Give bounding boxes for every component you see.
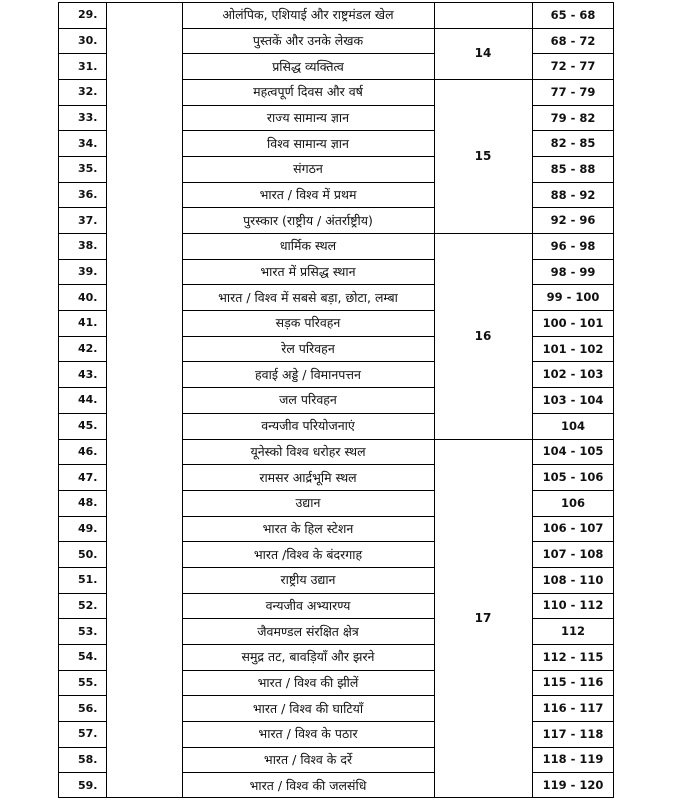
chapter-number: 41. <box>78 316 98 330</box>
chapter-number: 54. <box>78 650 98 664</box>
chapter-number: 43. <box>78 367 98 381</box>
chapter-number: 56. <box>78 701 98 715</box>
page-range: 92 - 96 <box>550 213 596 228</box>
page-range: 118 - 119 <box>542 752 604 767</box>
page-range: 96 - 98 <box>550 238 596 253</box>
chapter-title: यूनेस्को विश्व धरोहर स्थल <box>250 443 366 459</box>
chapter-number: 49. <box>78 521 98 535</box>
group-number: 15 <box>474 149 492 164</box>
page-range: 104 <box>560 418 585 433</box>
chapter-title: भारत / विश्व के पठार <box>258 726 358 742</box>
chapter-number: 39. <box>78 265 98 279</box>
page-range: 104 - 105 <box>542 444 604 459</box>
chapter-number: 32. <box>78 85 98 99</box>
chapter-title: राष्ट्रीय उद्यान <box>280 572 336 588</box>
page-range: 106 - 107 <box>542 521 604 536</box>
page-range: 82 - 85 <box>550 136 596 151</box>
page-range: 105 - 106 <box>542 470 604 485</box>
page-range: 85 - 88 <box>550 161 596 176</box>
chapter-number: 31. <box>78 59 98 73</box>
chapter-number: 55. <box>78 675 98 689</box>
page-range: 107 - 108 <box>542 547 604 562</box>
page-range: 77 - 79 <box>550 84 596 99</box>
chapter-title: उद्यान <box>295 495 321 511</box>
group-number: 16 <box>474 328 492 343</box>
chapter-title: जैवमण्डल संरक्षित क्षेत्र <box>257 623 359 639</box>
chapter-title: समुद्र तट, बावड़ियाँ और झरने <box>241 649 375 665</box>
chapter-title: भारत / विश्व की जलसंधि <box>249 777 367 793</box>
page-range: 108 - 110 <box>542 572 604 587</box>
chapter-title: भारत / विश्व में प्रथम <box>259 187 357 203</box>
chapter-number: 51. <box>78 573 98 587</box>
chapter-title: भारत /विश्व के बंदरगाह <box>253 546 363 562</box>
chapter-title: राज्य सामान्य ज्ञान <box>266 110 350 126</box>
chapter-title: भारत / विश्व में सबसे बड़ा, छोटा, लम्बा <box>218 289 398 305</box>
chapter-number: 30. <box>78 34 98 47</box>
chapter-title: वन्यजीव परियोजनाएं <box>261 418 355 434</box>
chapter-title: रेल परिवहन <box>281 341 335 357</box>
chapter-title: रामसर आर्द्रभूमि स्थल <box>259 469 357 485</box>
chapter-title: भारत में प्रसिद्ध स्थान <box>260 264 356 280</box>
page-range: 117 - 118 <box>542 726 604 741</box>
chapter-title: संगठन <box>293 161 323 177</box>
chapter-number: 42. <box>78 342 98 356</box>
page-range: 110 - 112 <box>542 598 604 613</box>
chapter-number: 35. <box>78 162 98 176</box>
chapter-number: 53. <box>78 624 98 638</box>
group-number: 17 <box>474 611 492 626</box>
chapter-number: 46. <box>78 444 98 458</box>
chapter-number: 50. <box>78 547 98 561</box>
page-range: 102 - 103 <box>542 367 604 382</box>
chapter-number: 38. <box>78 239 98 253</box>
page-range: 88 - 92 <box>550 187 596 202</box>
page-range: 68 - 72 <box>550 33 596 48</box>
chapter-number: 36. <box>78 188 98 202</box>
chapter-number: 59. <box>78 778 98 792</box>
chapter-number: 52. <box>78 598 98 612</box>
chapter-title: ओलंपिक, एशियाई और राष्ट्रमंडल खेल <box>222 7 394 23</box>
page-range: 79 - 82 <box>550 110 596 125</box>
chapter-number: 33. <box>78 111 98 125</box>
page-range: 101 - 102 <box>542 341 604 356</box>
chapter-number: 45. <box>78 419 98 433</box>
page-range: 112 <box>560 624 585 639</box>
chapter-title: भारत / विश्व की झीलें <box>257 674 359 690</box>
chapter-title: वन्यजीव अभ्यारण्य <box>265 597 351 613</box>
group-number: 14 <box>474 46 492 61</box>
chapter-number: 58. <box>78 752 98 766</box>
page-range: 119 - 120 <box>542 778 604 793</box>
page-range: 112 - 115 <box>542 649 604 664</box>
chapter-title: भारत के हिल स्टेशन <box>262 520 354 536</box>
chapter-title: हवाई अड्डे / विमानपत्तन <box>255 366 361 382</box>
page-range: 115 - 116 <box>542 675 604 690</box>
group-number <box>434 2 532 28</box>
chapter-number: 44. <box>78 393 98 407</box>
chapter-number: 40. <box>78 290 98 304</box>
chapter-title: पुरस्कार (राष्ट्रीय / अंतर्राष्ट्रीय) <box>243 212 373 228</box>
chapter-title: जल परिवहन <box>279 392 337 408</box>
chapter-number: 37. <box>78 213 98 227</box>
page-range: 65 - 68 <box>550 7 596 22</box>
chapter-title: भारत / विश्व के दर्रे <box>263 751 353 767</box>
page-range: 103 - 104 <box>542 392 604 407</box>
chapter-number: 57. <box>78 727 98 741</box>
chapter-title: पुस्तकें और उनके लेखक <box>252 33 364 48</box>
page-range: 98 - 99 <box>550 264 596 279</box>
chapter-title: प्रसिद्ध व्यक्तित्व <box>272 58 344 74</box>
chapter-number: 48. <box>78 496 98 510</box>
chapter-title: भारत / विश्व की घाटियाँ <box>252 700 364 716</box>
chapter-number: 47. <box>78 470 98 484</box>
page-range: 99 - 100 <box>546 290 600 305</box>
chapter-title: धार्मिक स्थल <box>279 238 337 254</box>
chapter-number: 34. <box>78 136 98 150</box>
page-range: 116 - 117 <box>542 701 604 716</box>
chapter-title: महत्वपूर्ण दिवस और वर्ष <box>253 84 363 100</box>
page-range: 106 <box>560 495 585 510</box>
contents-table <box>58 2 614 798</box>
chapter-number: 29. <box>78 8 98 22</box>
chapter-title: सड़क परिवहन <box>275 315 341 331</box>
chapter-title: विश्व सामान्य ज्ञान <box>267 135 349 151</box>
page-range: 72 - 77 <box>550 59 596 74</box>
page-range: 100 - 101 <box>542 315 604 330</box>
